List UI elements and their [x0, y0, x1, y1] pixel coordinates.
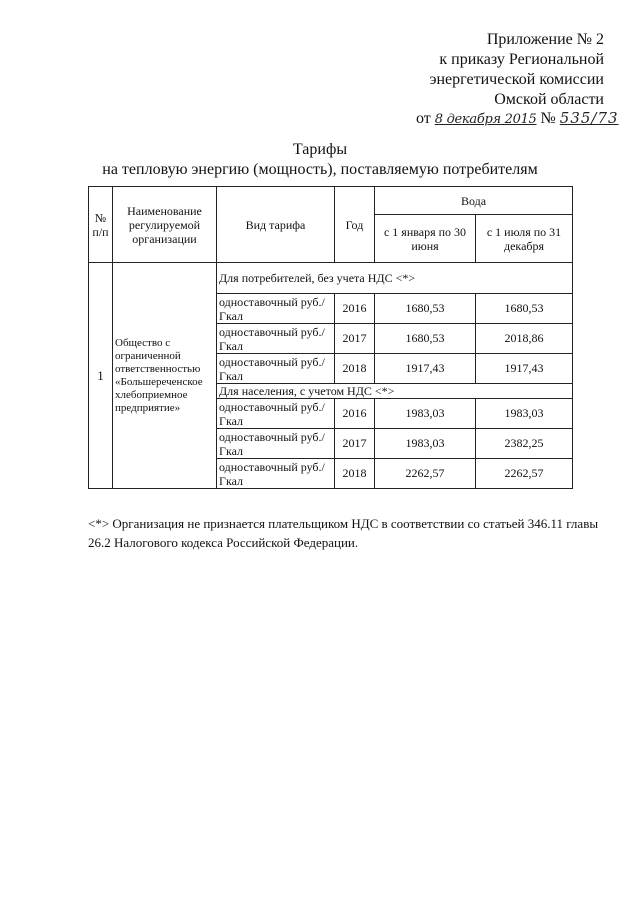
order-date-number — [416, 108, 619, 130]
appendix-order-ref: к приказу Региональной — [439, 51, 604, 68]
first-half-value: 1917,43 — [375, 354, 476, 384]
header-second-half: с 1 июля по 31 декабря — [476, 215, 573, 263]
header-first-half: с 1 января по 30 июня — [375, 215, 476, 263]
second-half-value: 2018,86 — [476, 324, 573, 354]
document-title — [0, 140, 640, 180]
tariff-type-cell: одноставочный руб./Гкал — [217, 354, 335, 384]
header-year: Год — [335, 187, 375, 263]
second-half-value: 1917,43 — [476, 354, 573, 384]
second-half-value: 2262,57 — [476, 459, 573, 489]
title-subtitle: на тепловую энергию (мощность), поставляемую потребителям — [102, 161, 538, 178]
first-half-value: 1680,53 — [375, 324, 476, 354]
first-half-value: 1983,03 — [375, 429, 476, 459]
order-number-label: № — [540, 110, 556, 127]
group-label: Для населения, с учетом НДС <*> — [217, 384, 573, 399]
year-cell: 2018 — [335, 459, 375, 489]
year-cell: 2016 — [335, 399, 375, 429]
order-number-handwritten: 535/73 — [559, 109, 619, 127]
header-tariff-type: Вид тарифа — [217, 187, 335, 263]
year-cell: 2018 — [335, 354, 375, 384]
order-from-label: от — [416, 110, 431, 127]
tariff-type-cell: одноставочный руб./Гкал — [217, 429, 335, 459]
header-num: № п/п — [89, 187, 113, 263]
year-cell: 2016 — [335, 294, 375, 324]
appendix-header — [430, 30, 604, 110]
second-half-value: 2382,25 — [476, 429, 573, 459]
tariff-type-cell: одноставочный руб./Гкал — [217, 294, 335, 324]
first-half-value: 1680,53 — [375, 294, 476, 324]
first-half-value: 1983,03 — [375, 399, 476, 429]
row-number: 1 — [89, 263, 113, 489]
second-half-value: 1983,03 — [476, 399, 573, 429]
year-cell: 2017 — [335, 324, 375, 354]
year-cell: 2017 — [335, 429, 375, 459]
title-main: Тарифы — [292, 141, 348, 158]
tariff-table — [88, 186, 573, 489]
order-date-handwritten: 8 декабря 2015 — [434, 112, 537, 127]
group-label: Для потребителей, без учета НДС <*> — [217, 263, 573, 294]
header-water: Вода — [375, 187, 573, 215]
appendix-region: Омской области — [494, 91, 604, 108]
first-half-value: 2262,57 — [375, 459, 476, 489]
second-half-value: 1680,53 — [476, 294, 573, 324]
appendix-title: Приложение № 2 — [486, 31, 604, 48]
tariff-type-cell: одноставочный руб./Гкал — [217, 459, 335, 489]
footnote: <*> Организация не признается плательщиком НДС в соответствии со статьей 346.11 главы 26.2 Налогового кодекса Российской Федерации. — [88, 516, 599, 550]
appendix-commission: энергетической комиссии — [429, 71, 604, 88]
tariff-type-cell: одноставочный руб./Гкал — [217, 399, 335, 429]
organization-name: Общество с ограниченной ответственностью «Большереченское хлебоприемное предприятие» — [113, 263, 217, 489]
tariff-type-cell: одноставочный руб./Гкал — [217, 324, 335, 354]
header-organization: Наименование регулируемой организации — [113, 187, 217, 263]
